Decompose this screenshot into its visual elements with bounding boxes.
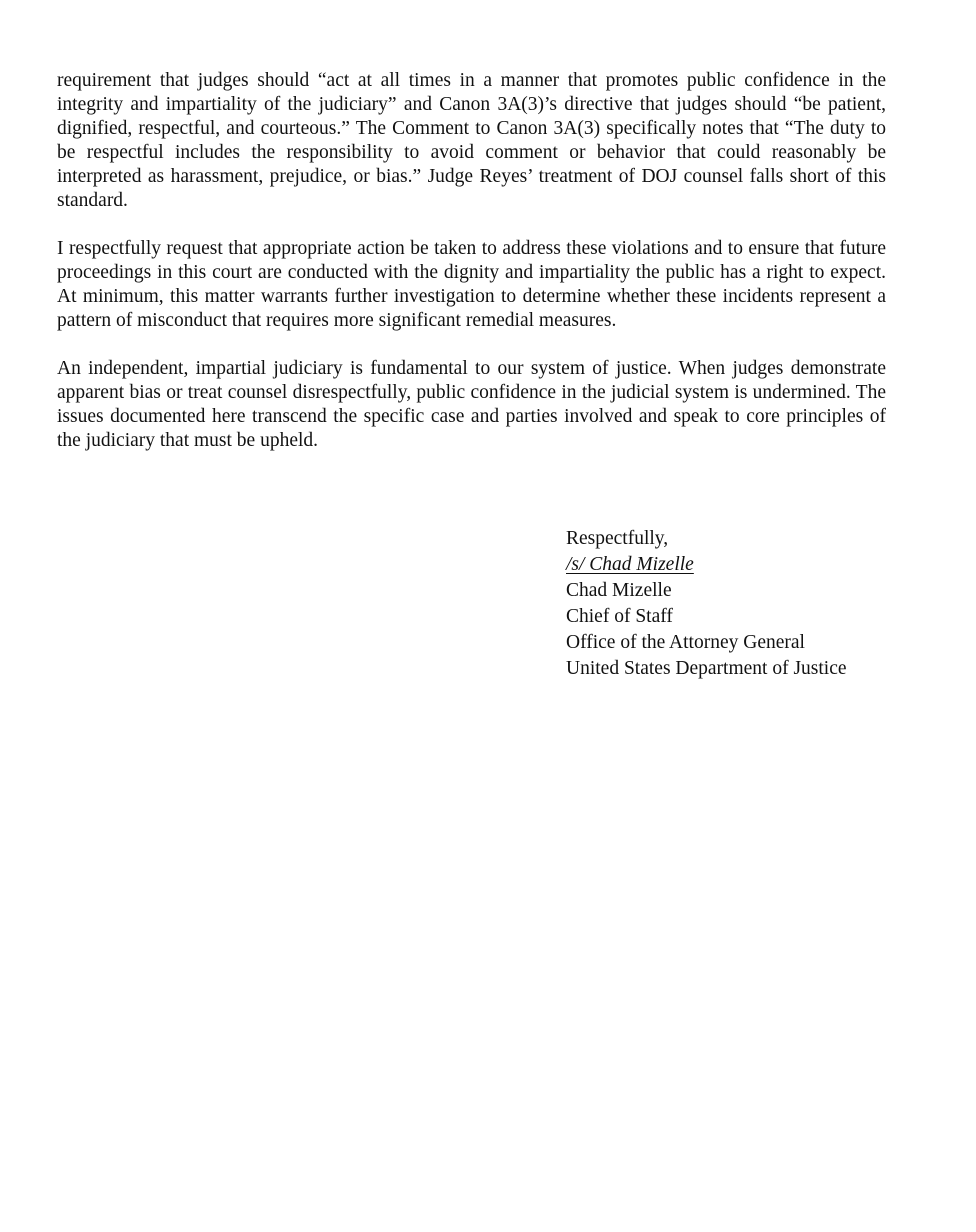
- signature-block: [566, 526, 946, 682]
- electronic-signature: /s/ Chad Mizelle: [566, 554, 694, 575]
- signer-name: Chad Mizelle: [566, 580, 672, 601]
- paragraph-request-action: I respectfully request that appropriate action be taken to address these violations and to ensure that future proceedings in this court are conducted with the dignity and impartiality the public has a right to expect. At minimum, this matter warrants further investigation to determine whether these incidents represent a pattern of misconduct that requires more significant remedial measures.: [57, 238, 886, 331]
- paragraph-judiciary-principles: An independent, impartial judiciary is fundamental to our system of justice. When judges demonstrate apparent bias or treat counsel disrespectfully, public confidence in the judicial system is undermined. The issues documented here transcend the specific case and parties involved and speak to core principles of the judiciary that must be upheld.: [57, 358, 886, 451]
- letter-body: [57, 69, 886, 477]
- signer-title: Chief of Staff: [566, 606, 673, 627]
- signer-department: United States Department of Justice: [566, 658, 847, 679]
- closing-salutation: Respectfully,: [566, 528, 669, 549]
- signer-office: Office of the Attorney General: [566, 632, 805, 653]
- paragraph-canon-standards: requirement that judges should “act at all times in a manner that promotes public confidence in the integrity and impartiality of the judiciary” and Canon 3A(3)’s directive that judges should “be patient, dignified, respectful, and courteous.” The Comment to Canon 3A(3) specifically notes that “The duty to be respectful includes the responsibility to avoid comment or behavior that could reasonably be interpreted as harassment, prejudice, or bias.” Judge Reyes’ treatment of DOJ counsel falls short of this standard.: [57, 70, 886, 211]
